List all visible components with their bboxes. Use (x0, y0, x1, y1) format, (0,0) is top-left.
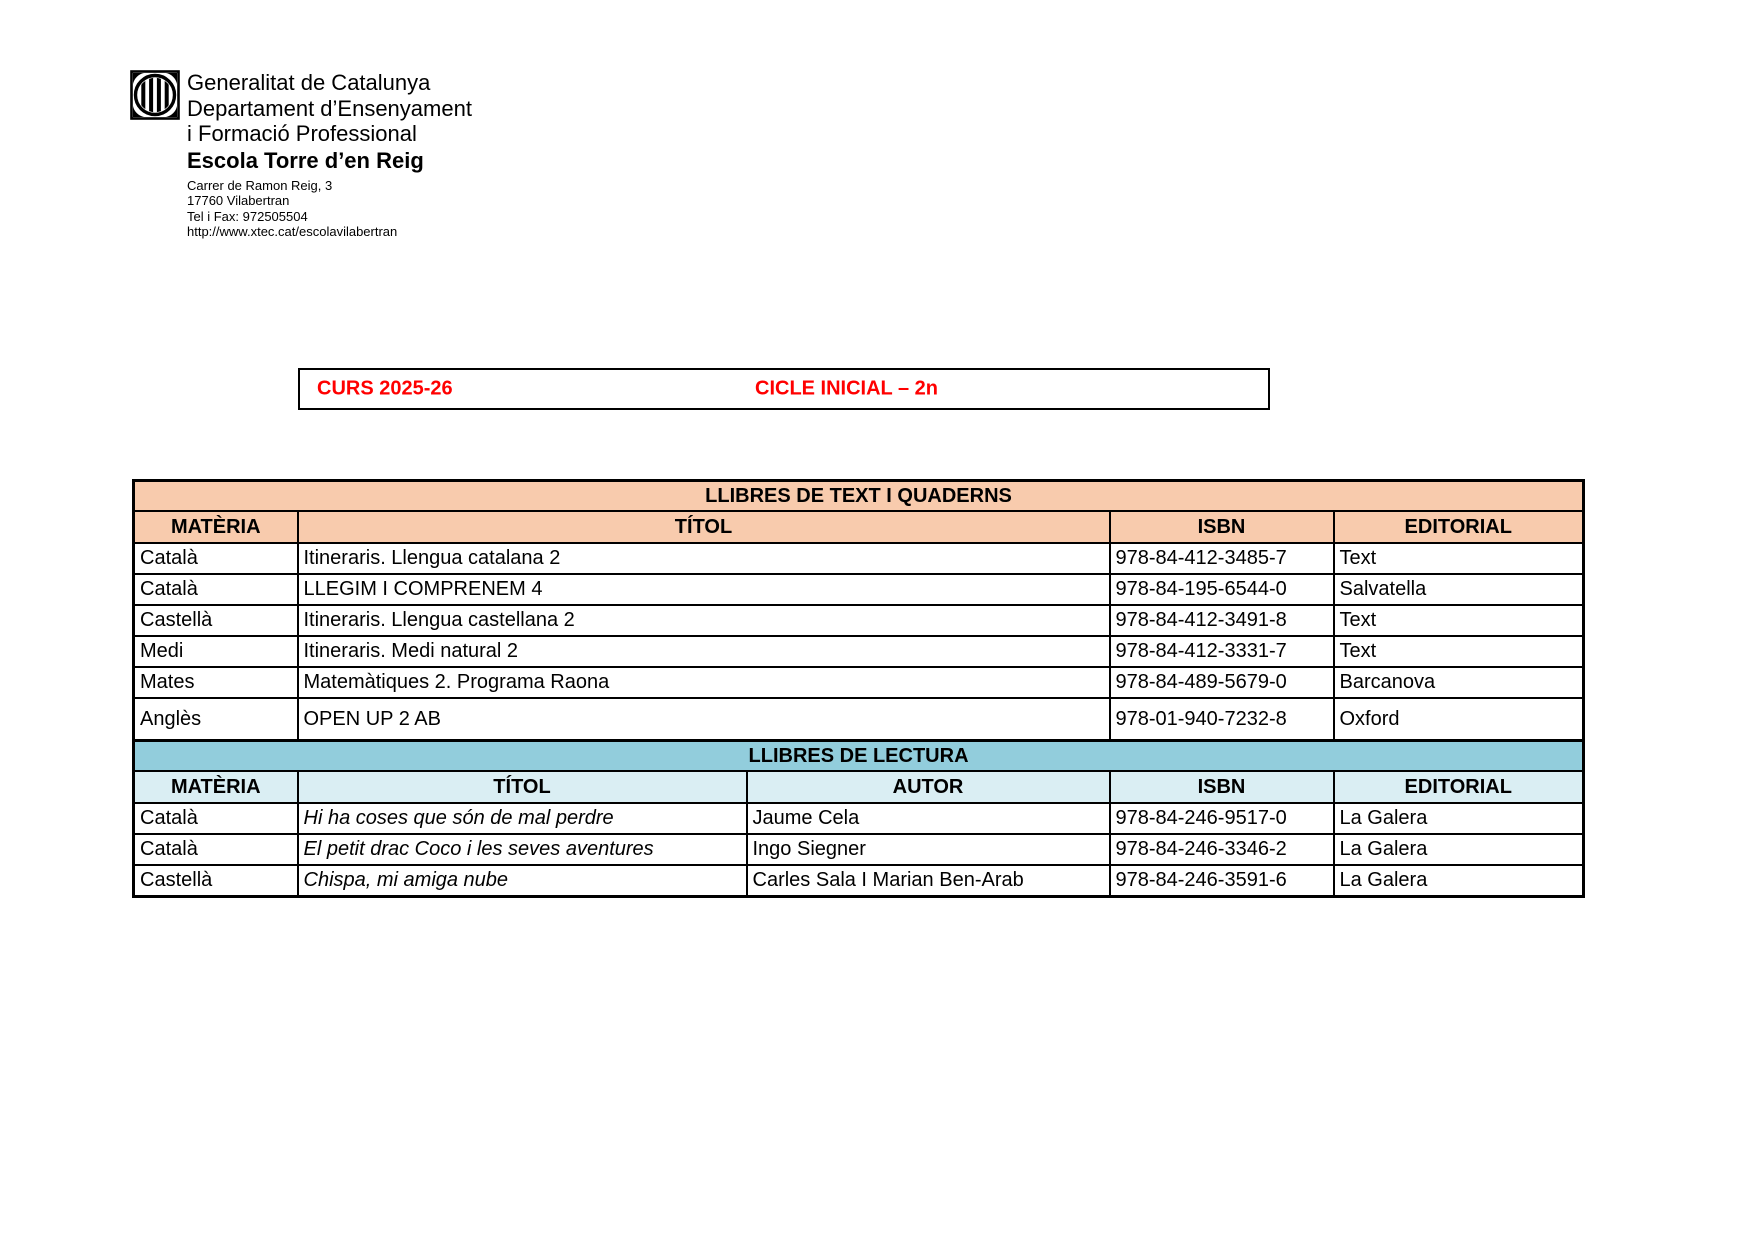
table-row (134, 803, 1584, 834)
cell-isbn: 978-84-246-3591-6 (1110, 865, 1334, 897)
cell-editorial: Text (1334, 605, 1584, 636)
cell-editorial: La Galera (1334, 865, 1584, 897)
cell-isbn: 978-84-489-5679-0 (1110, 667, 1334, 698)
table-row (134, 605, 1584, 636)
org-name-line-1: Generalitat de Catalunya (187, 70, 431, 95)
reading-table (132, 739, 1585, 898)
column-header-editorial: EDITORIAL (1334, 511, 1584, 543)
column-header-editorial: EDITORIAL (1334, 771, 1584, 803)
cell-titol: Itineraris. Llengua catalana 2 (298, 543, 1110, 574)
school-name: Escola Torre d’en Reig (187, 147, 424, 173)
org-name-line-3: i Formació Professional (187, 121, 417, 146)
table-row (134, 543, 1584, 574)
course-banner (298, 368, 1270, 410)
cell-titol: Matemàtiques 2. Programa Raona (298, 667, 1110, 698)
column-header-isbn: ISBN (1110, 511, 1334, 543)
cell-autor: Ingo Siegner (747, 834, 1110, 865)
cell-titol: OPEN UP 2 AB (298, 698, 1110, 741)
book-lists (132, 479, 1582, 898)
cell-titol: Hi ha coses que són de mal perdre (298, 803, 747, 834)
generalitat-emblem-icon (130, 70, 180, 120)
cell-titol: Itineraris. Medi natural 2 (298, 636, 1110, 667)
cell-titol: El petit drac Coco i les seves aventures (298, 834, 747, 865)
school-phone: Tel i Fax: 972505504 (187, 208, 308, 224)
cell-materia: Castellà (134, 605, 298, 636)
cell-materia: Anglès (134, 698, 298, 741)
cell-materia: Català (134, 803, 298, 834)
cell-materia: Català (134, 834, 298, 865)
cell-isbn: 978-84-412-3331-7 (1110, 636, 1334, 667)
cell-materia: Català (134, 543, 298, 574)
cell-isbn: 978-84-246-9517-0 (1110, 803, 1334, 834)
course-year-label: CURS 2025-26 (317, 377, 453, 400)
cell-editorial: Oxford (1334, 698, 1584, 741)
table-row (134, 834, 1584, 865)
cell-titol: Chispa, mi amiga nube (298, 865, 747, 897)
cell-isbn: 978-01-940-7232-8 (1110, 698, 1334, 741)
letterhead (130, 70, 472, 240)
cell-isbn: 978-84-195-6544-0 (1110, 574, 1334, 605)
table-row (134, 865, 1584, 897)
cell-isbn: 978-84-412-3491-8 (1110, 605, 1334, 636)
table-row (134, 667, 1584, 698)
column-header-titol: TÍTOL (298, 511, 1110, 543)
cell-materia: Castellà (134, 865, 298, 897)
table-row (134, 636, 1584, 667)
cell-materia: Català (134, 574, 298, 605)
cell-materia: Mates (134, 667, 298, 698)
reading-table-title: LLIBRES DE LECTURA (134, 741, 1584, 772)
cell-isbn: 978-84-412-3485-7 (1110, 543, 1334, 574)
textbooks-table (132, 479, 1585, 742)
column-header-autor: AUTOR (747, 771, 1110, 803)
cell-autor: Jaume Cela (747, 803, 1110, 834)
cell-materia: Medi (134, 636, 298, 667)
cell-editorial: La Galera (1334, 803, 1584, 834)
cell-editorial: La Galera (1334, 834, 1584, 865)
table-row (134, 574, 1584, 605)
cell-editorial: Text (1334, 636, 1584, 667)
cell-titol: LLEGIM I COMPRENEM 4 (298, 574, 1110, 605)
cell-autor: Carles Sala I Marian Ben-Arab (747, 865, 1110, 897)
column-header-materia: MATÈRIA (134, 511, 298, 543)
textbooks-table-title: LLIBRES DE TEXT I QUADERNS (134, 481, 1584, 512)
cell-editorial: Salvatella (1334, 574, 1584, 605)
school-website-url: http://www.xtec.cat/escolavilabertran (187, 224, 398, 239)
table-row (134, 698, 1584, 741)
cell-editorial: Barcanova (1334, 667, 1584, 698)
column-header-isbn: ISBN (1110, 771, 1334, 803)
cell-isbn: 978-84-246-3346-2 (1110, 834, 1334, 865)
column-header-titol: TÍTOL (298, 771, 747, 803)
cell-titol: Itineraris. Llengua castellana 2 (298, 605, 1110, 636)
course-cycle-label: CICLE INICIAL – 2n (755, 377, 938, 400)
cell-editorial: Text (1334, 543, 1584, 574)
org-name-line-2: Departament d’Ensenyament (187, 95, 472, 121)
column-header-materia: MATÈRIA (134, 771, 298, 803)
school-address-street: Carrer de Ramon Reig, 3 (187, 177, 333, 193)
school-address-city: 17760 Vilabertran (187, 193, 290, 208)
